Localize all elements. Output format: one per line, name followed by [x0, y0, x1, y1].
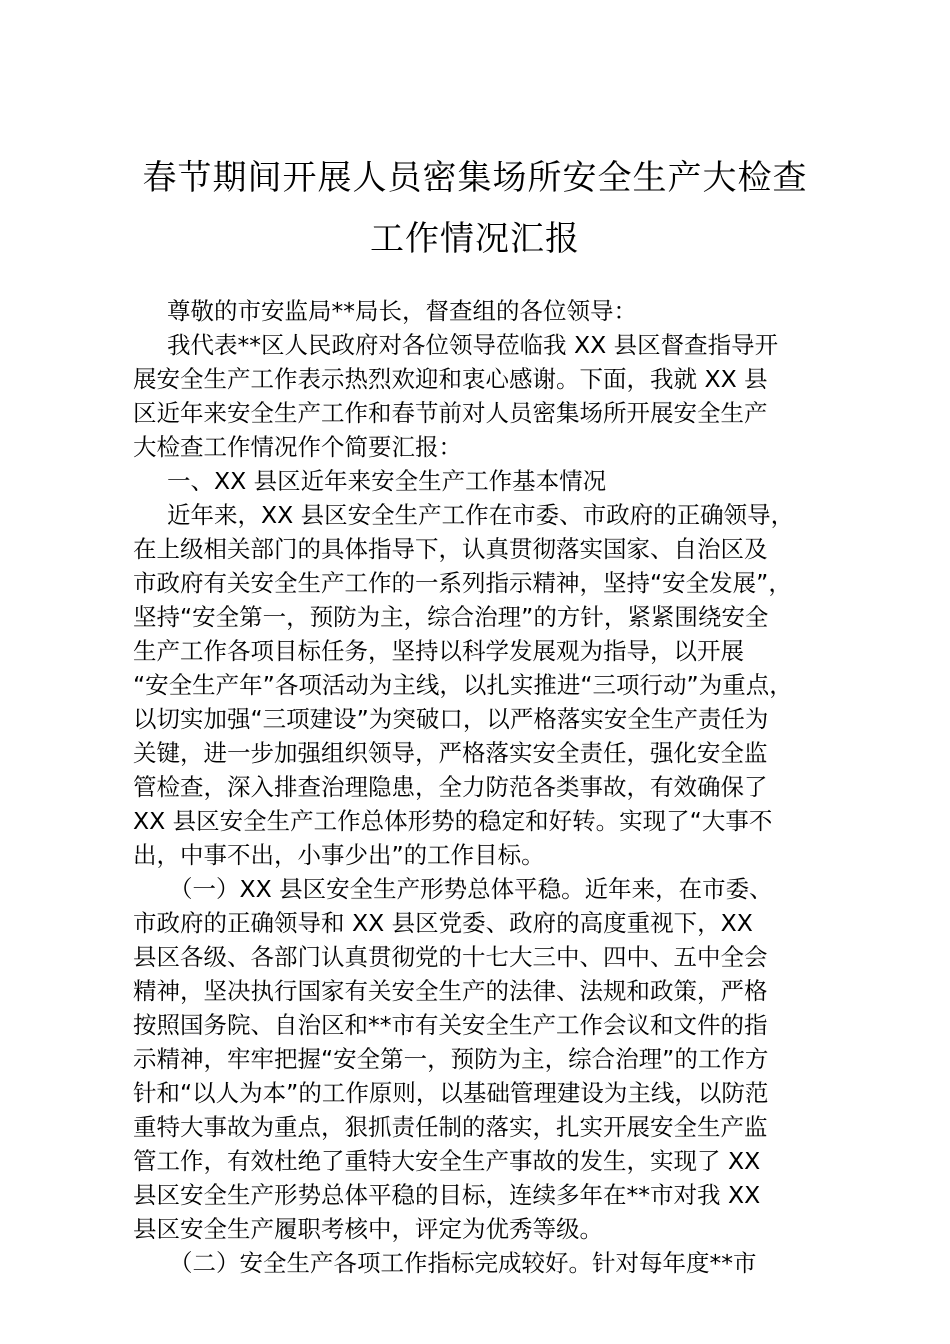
paragraph-line: 示精神，牢牢把握“安全第一，预防为主，综合治理”的工作方 — [133, 1045, 769, 1073]
paragraph-line: 管检查，深入排查治理隐患，全力防范各类事故，有效确保了 — [133, 773, 768, 801]
document-body — [133, 294, 833, 1280]
paragraph-line: 以切实加强“三项建设”为突破口，以严格落实安全生产责任为 — [133, 705, 769, 733]
paragraph-line: 精神，坚决执行国家有关安全生产的法律、法规和政策，严格 — [133, 977, 768, 1005]
paragraph-line: 出，中事不出，小事少出”的工作目标。 — [133, 841, 545, 869]
document-title-line-1: 春节期间开展人员密集场所安全生产大检查 — [142, 158, 808, 198]
paragraph-line: 针和“以人为本”的工作原则，以基础管理建设为主线，以防范 — [133, 1079, 769, 1107]
document-title-line-2: 工作情况汇报 — [370, 219, 580, 259]
subsection-line: （二）安全生产各项工作指标完成较好。针对每年度**市 — [169, 1249, 757, 1277]
paragraph-line: 大检查工作情况作个简要汇报： — [133, 433, 462, 461]
paragraph-line: 坚持“安全第一，预防为主，综合治理”的方针，紧紧围绕安全 — [133, 603, 769, 631]
paragraph-line: 展安全生产工作表示热烈欢迎和衷心感谢。下面，我就 XX 县 — [133, 365, 768, 393]
paragraph-line: 区近年来安全生产工作和春节前对人员密集场所开展安全生产 — [133, 399, 768, 427]
paragraph-line: “安全生产年”各项活动为主线，以扎实推进“三项行动”为重点， — [133, 671, 793, 699]
paragraph-line: 市政府有关安全生产工作的一系列指示精神，坚持“安全发展”， — [133, 569, 792, 597]
subsection-line: （一）XX 县区安全生产形势总体平稳。近年来，在市委、 — [169, 875, 773, 903]
paragraph-line: XX 县区安全生产工作总体形势的稳定和好转。实现了“大事不 — [133, 807, 773, 835]
paragraph-line: 管工作，有效杜绝了重特大安全生产事故的发生，实现了 XX — [133, 1147, 761, 1175]
paragraph-line: 县区安全生产形势总体平稳的目标，连续多年在**市对我 XX — [133, 1181, 761, 1209]
paragraph-line: 我代表**区人民政府对各位领导莅临我 XX 县区督查指导开 — [167, 331, 779, 359]
salutation: 尊敬的市安监局**局长，督查组的各位领导： — [167, 297, 637, 325]
paragraph-line: 县区各级、各部门认真贯彻党的十七大三中、四中、五中全会 — [133, 943, 768, 971]
paragraph-line: 重特大事故为重点，狠抓责任制的落实，扎实开展安全生产监 — [133, 1113, 768, 1141]
paragraph-line: 近年来，XX 县区安全生产工作在市委、市政府的正确领导， — [167, 501, 795, 529]
paragraph-line: 按照国务院、自治区和**市有关安全生产工作会议和文件的指 — [133, 1011, 768, 1039]
paragraph-line: 在上级相关部门的具体指导下，认真贯彻落实国家、自治区及 — [133, 535, 768, 563]
paragraph-line: 县区安全生产履职考核中，评定为优秀等级。 — [133, 1215, 603, 1243]
paragraph-line: 关键，进一步加强组织领导，严格落实安全责任，强化安全监 — [133, 739, 768, 767]
paragraph-line: 市政府的正确领导和 XX 县区党委、政府的高度重视下，XX — [133, 909, 753, 937]
paragraph-line: 生产工作各项目标任务，坚持以科学发展观为指导，以开展 — [133, 637, 744, 665]
section-heading: 一、XX 县区近年来安全生产工作基本情况 — [167, 467, 607, 495]
